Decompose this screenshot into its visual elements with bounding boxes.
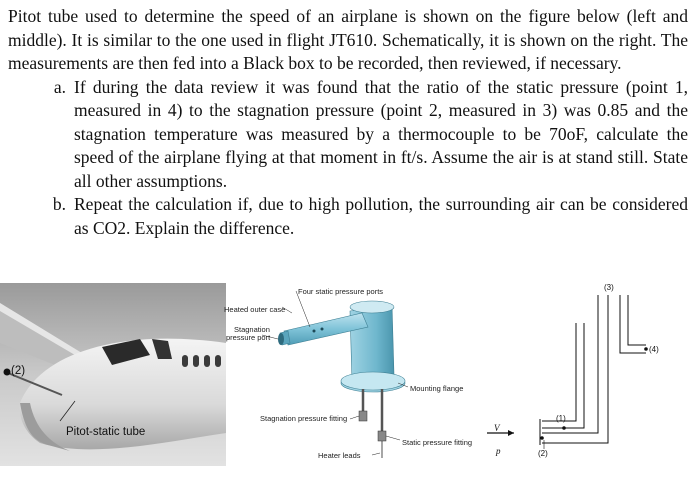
label-stagnation-fitting: Stagnation pressure fitting bbox=[260, 414, 348, 423]
question-b-label: b. bbox=[52, 194, 66, 214]
label-heater-leads: Heater leads bbox=[318, 451, 361, 460]
pitot-schematic bbox=[480, 283, 700, 468]
question-b-text: Repeat the calculation if, due to high pollution, the surrounding air can be considered as CO2. Explain the difference. bbox=[74, 194, 688, 238]
problem-text bbox=[8, 5, 688, 240]
label-stagnation-port-2: pressure port bbox=[226, 333, 271, 342]
label-stagnation-port-1: Stagnation bbox=[234, 325, 270, 334]
schematic-label-2: (2) bbox=[538, 449, 548, 458]
velocity-symbol: V bbox=[494, 423, 500, 433]
airplane-illustration bbox=[0, 283, 226, 466]
schematic-label-1: (1) bbox=[556, 414, 566, 423]
question-a-label: a. bbox=[53, 76, 66, 97]
pitot-tube-diagram bbox=[222, 283, 517, 468]
question-b bbox=[8, 193, 688, 240]
airplane-photo bbox=[0, 283, 226, 466]
question-a bbox=[8, 76, 688, 194]
photo-caption: Pitot-static tube bbox=[66, 426, 146, 438]
pressure-symbol: p bbox=[496, 446, 501, 456]
label-static-ports: Four static pressure ports bbox=[298, 287, 384, 296]
photo-point-label: (2) bbox=[11, 365, 26, 377]
schematic-drawing bbox=[480, 283, 700, 468]
label-static-fitting: Static pressure fitting bbox=[402, 438, 473, 447]
question-a-text: If during the data review it was found that the ratio of the static pressure (point 1, measured in 4) to the stagnation pressure (point 2, measured in 3) was 0.85 and the stagnation temperature was measured by a thermocouple to be 70oF, calculate the speed of the airplane flying at that moment in ft/s. Assume the air is at stand still. State all other assumptions. bbox=[74, 76, 688, 191]
schematic-label-4: (4) bbox=[649, 345, 659, 354]
schematic-label-3: (3) bbox=[604, 283, 614, 292]
intro-paragraph: Pitot tube used to determine the speed of an airplane is shown on the figure below (left and middle). It is similar to the one used in flight JT610. Schematically, it is shown on the right. The measurements are then fed into a Black box to be recorded, then reviewed, if necessary. bbox=[8, 6, 688, 73]
label-heated-case: Heated outer case bbox=[224, 305, 286, 314]
label-mounting-flange: Mounting flange bbox=[410, 384, 464, 393]
